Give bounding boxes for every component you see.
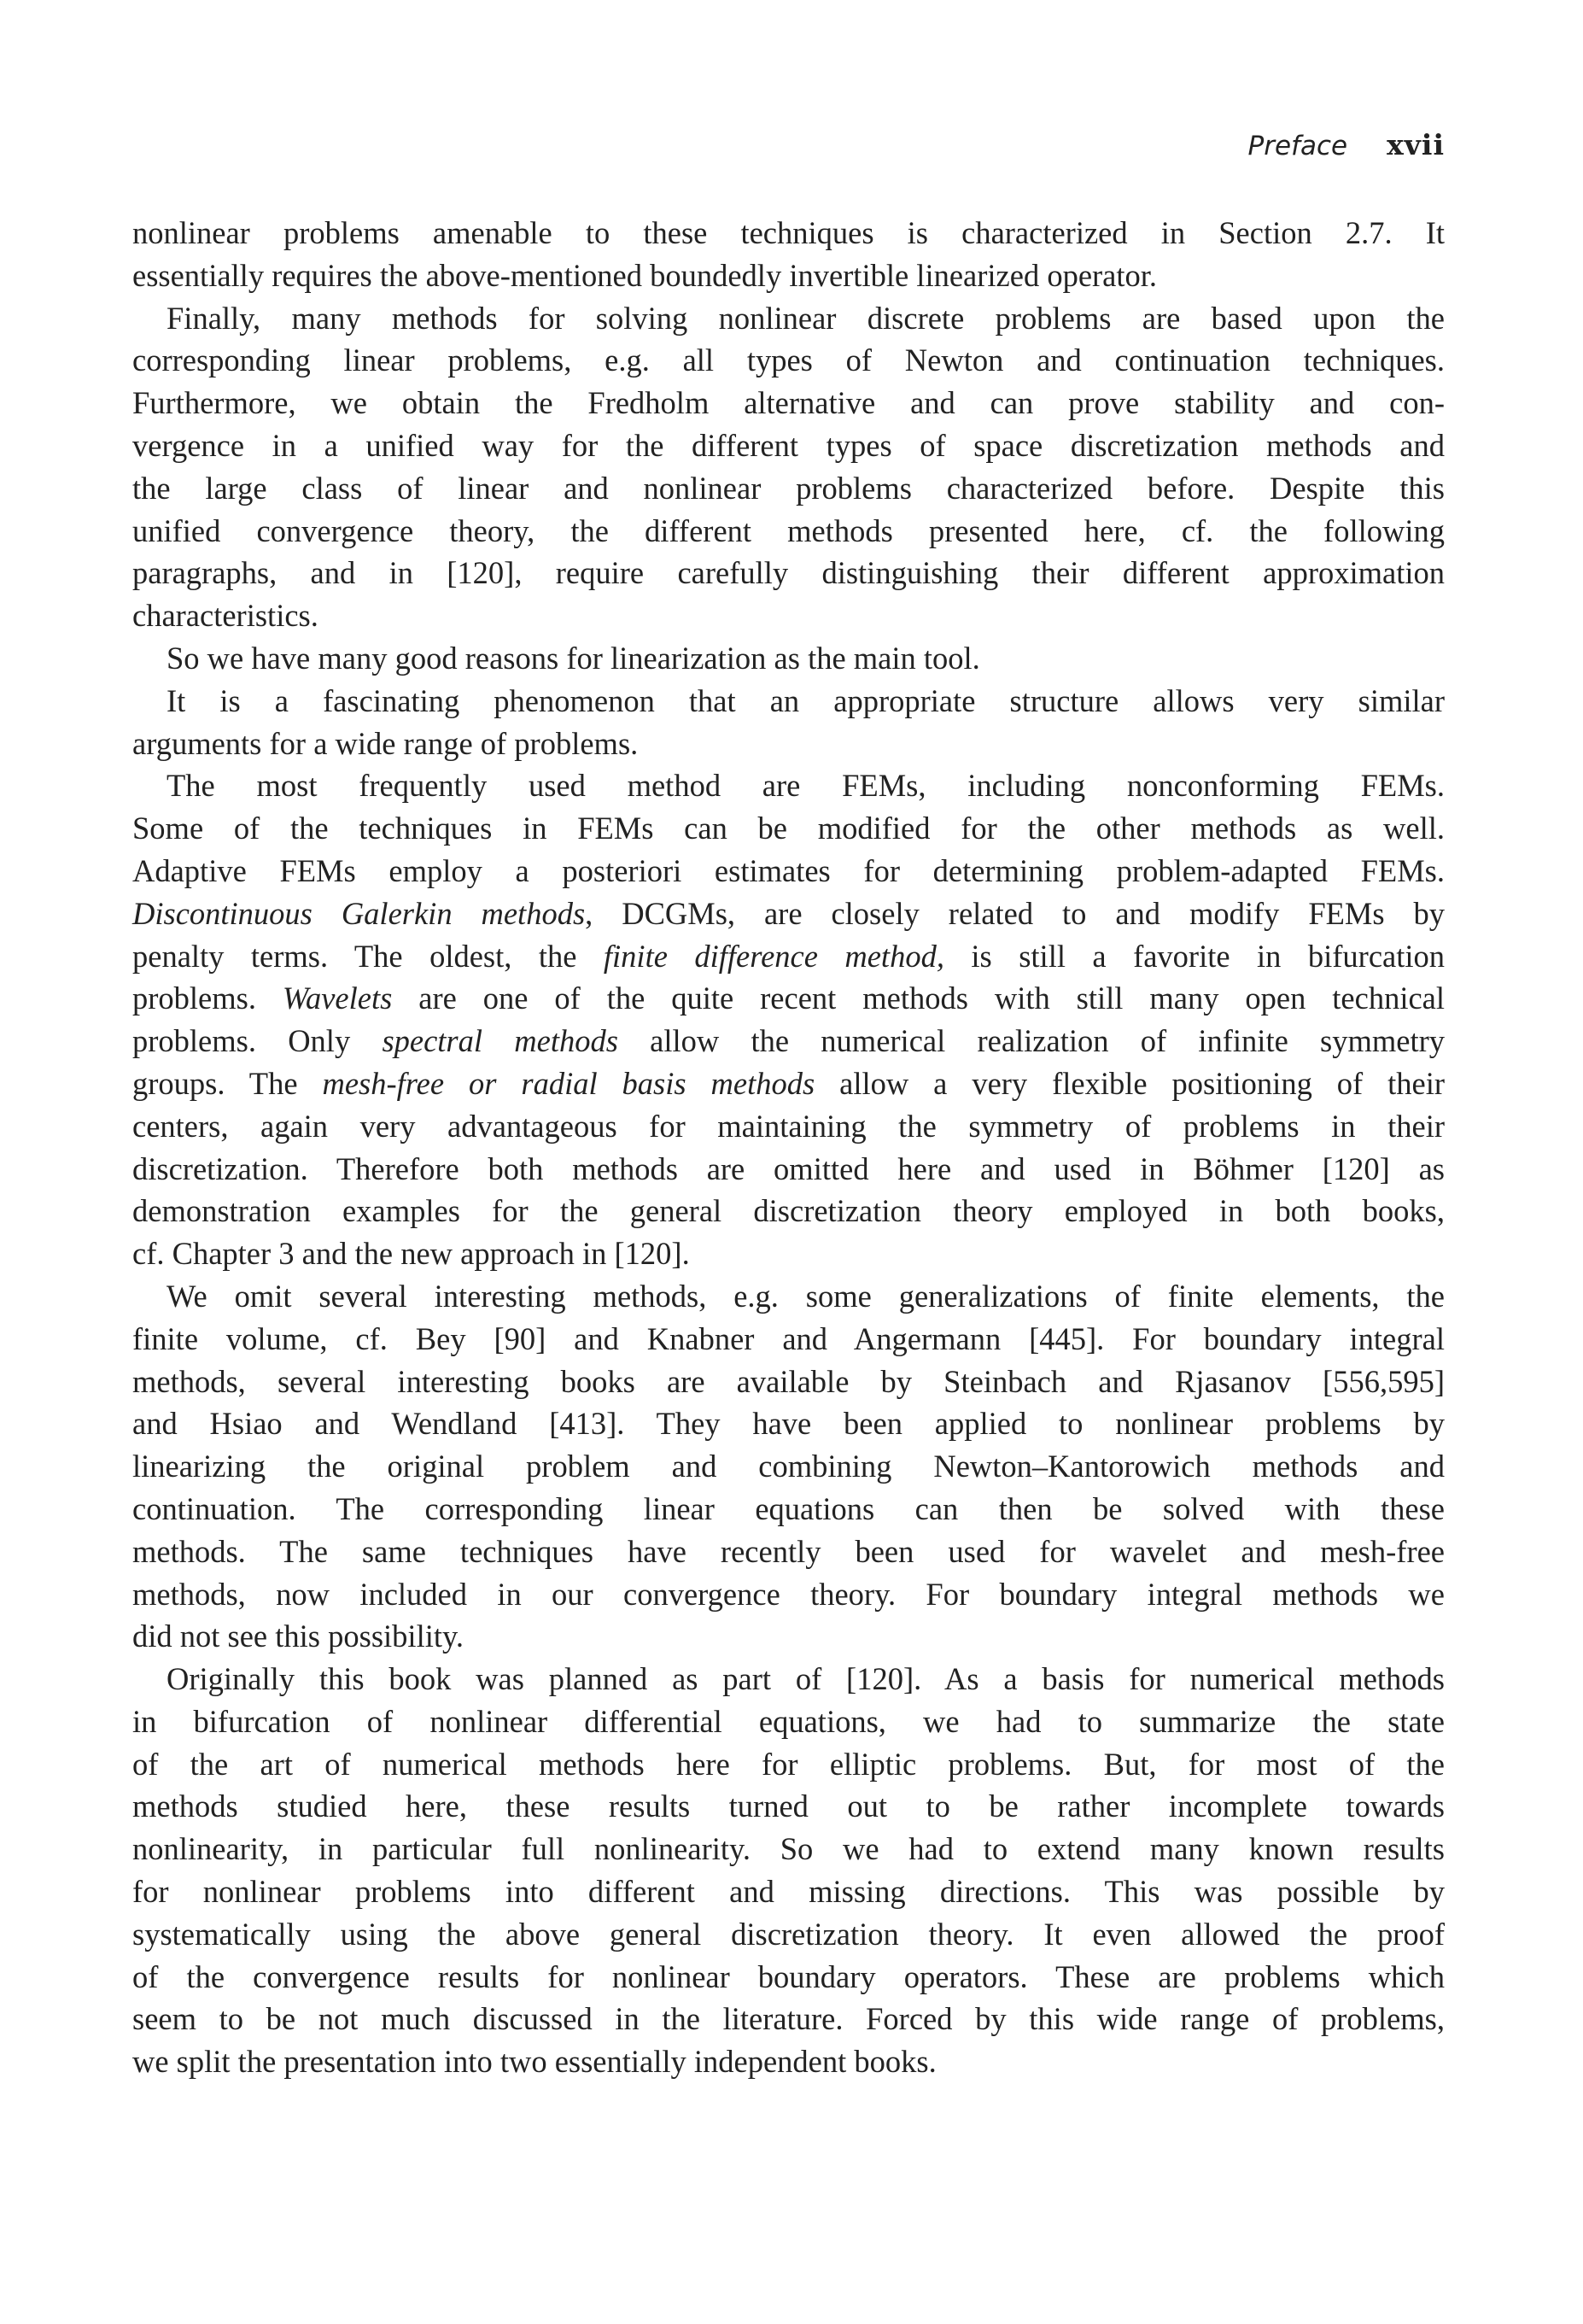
text-run: corresponding linear problems, e.g. all types of Newton and continuation techniques.	[132, 342, 1445, 378]
text-run: allow a very flexible positioning of their	[815, 1065, 1445, 1101]
text-line	[132, 1148, 1445, 1191]
text-line	[132, 1870, 1445, 1913]
text-line	[132, 1743, 1445, 1786]
text-run: unified convergence theory, the different methods presented here, cf. the following	[132, 512, 1445, 548]
text-line	[132, 1658, 1445, 1701]
text-run: of the art of numerical methods here for elliptic problems. But, for most of the	[132, 1746, 1445, 1782]
text-line	[132, 977, 1445, 1020]
text-line	[132, 723, 1445, 765]
text-line	[132, 807, 1445, 850]
text-run: is still a favorite in bifurcation	[943, 938, 1445, 974]
text-line	[132, 850, 1445, 893]
text-line	[132, 1701, 1445, 1743]
text-run: penalty terms. The oldest, the	[132, 938, 604, 974]
text-run: the large class of linear and nonlinear problems characterized before. Despite this	[132, 470, 1445, 506]
text-line	[132, 1232, 1445, 1275]
text-line	[132, 382, 1445, 424]
text-run: , DCGMs, are closely related to and modify FEMs by	[585, 895, 1446, 931]
emphasized-term: spectral methods	[382, 1023, 618, 1059]
text-line	[132, 424, 1445, 467]
text-run: We omit several interesting methods, e.g. some generalizations of finite elements, the	[166, 1278, 1445, 1314]
text-line	[132, 1956, 1445, 1999]
text-line	[132, 1913, 1445, 1956]
text-run: methods studied here, these results turned out to be rather incomplete towards	[132, 1788, 1445, 1824]
text-run: are one of the quite recent methods with still many open technical	[392, 981, 1445, 1016]
text-run: allow the numerical realization of infinite symmetry	[617, 1023, 1445, 1059]
text-line	[132, 1020, 1445, 1062]
text-run: methods. The same techniques have recently been used for wavelet and mesh-free	[132, 1533, 1445, 1569]
paragraph	[132, 680, 1445, 765]
text-run: The most frequently used method are FEMs, including nonconforming FEMs.	[166, 768, 1445, 804]
text-line	[132, 1062, 1445, 1105]
text-line	[132, 297, 1445, 340]
text-run: systematically using the above general discretization theory. It even allowed the proof	[132, 1916, 1445, 1952]
text-run: arguments for a wide range of problems.	[132, 725, 639, 761]
text-run: we split the presentation into two essentially independent books.	[132, 2044, 937, 2080]
text-line	[132, 1105, 1445, 1148]
text-run: linearizing the original problem and combining Newton–Kantorowich methods and	[132, 1449, 1445, 1484]
text-run: So we have many good reasons for linearization as the main tool.	[166, 640, 980, 676]
text-line	[132, 1488, 1445, 1531]
text-line	[132, 1402, 1445, 1445]
text-run: centers, again very advantageous for maintaining the symmetry of problems in their	[132, 1108, 1445, 1144]
text-line	[132, 1318, 1445, 1361]
paragraph	[132, 297, 1445, 637]
text-run: vergence in a unified way for the different types of space discretization methods and	[132, 427, 1445, 463]
running-head	[1248, 128, 1445, 161]
text-run: nonlinearity, in particular full nonlinearity. So we had to extend many known results	[132, 1831, 1445, 1867]
text-run: of the convergence results for nonlinear boundary operators. These are problems which	[132, 1958, 1445, 1994]
text-run: did not see this possibility.	[132, 1619, 464, 1654]
text-line	[132, 1828, 1445, 1870]
text-line	[132, 1445, 1445, 1488]
text-run: cf. Chapter 3 and the new approach in [120].	[132, 1236, 690, 1272]
text-line	[132, 1615, 1445, 1658]
paragraph	[132, 764, 1445, 1275]
text-run: Originally this book was planned as part of [120]. As a basis for numerical methods	[166, 1661, 1445, 1697]
text-line	[132, 893, 1445, 935]
emphasized-term: finite difference method,	[603, 938, 944, 974]
text-line	[132, 1573, 1445, 1616]
text-line	[132, 1998, 1445, 2040]
text-run: seem to be not much discussed in the literature. Forced by this wide range of problems,	[132, 2001, 1445, 2037]
text-line	[132, 552, 1445, 594]
text-run: demonstration examples for the general discretization theory employed in both books,	[132, 1193, 1445, 1229]
text-run: paragraphs, and in [120], require carefully distinguishing their different approximation	[132, 555, 1445, 591]
text-run: Adaptive FEMs employ a posteriori estimates for determining problem-adapted FEMs.	[132, 852, 1445, 888]
text-run: It is a fascinating phenomenon that an appropriate structure allows very similar	[166, 682, 1445, 718]
paragraph	[132, 212, 1445, 297]
paragraph	[132, 1658, 1445, 2083]
text-run: discretization. Therefore both methods are omitted here and used in Böhmer [120] as	[132, 1150, 1445, 1186]
text-line	[132, 339, 1445, 382]
emphasized-term: Wavelets	[282, 981, 393, 1016]
text-run: essentially requires the above-mentioned boundedly invertible linearized operator.	[132, 257, 1158, 293]
text-run: nonlinear problems amenable to these techniques is characterized in Section 2.7. It	[132, 215, 1445, 250]
text-line	[132, 1190, 1445, 1232]
emphasized-term: Discontinuous Galerkin methods	[132, 895, 586, 931]
text-line	[132, 255, 1445, 297]
text-run: characteristics.	[132, 598, 318, 634]
text-run: continuation. The corresponding linear equations can then be solved with these	[132, 1490, 1445, 1526]
text-line	[132, 510, 1445, 553]
text-line	[132, 2040, 1445, 2083]
running-head-title: Preface	[1247, 131, 1348, 161]
text-line	[132, 594, 1445, 637]
text-run: methods, now included in our convergence theory. For boundary integral methods we	[132, 1576, 1445, 1612]
text-line	[132, 637, 1445, 680]
text-run: Finally, many methods for solving nonlinear discrete problems are based upon the	[166, 300, 1445, 336]
text-line	[132, 1785, 1445, 1828]
paragraph	[132, 1275, 1445, 1658]
text-run: and Hsiao and Wendland [413]. They have been applied to nonlinear problems by	[132, 1406, 1445, 1442]
text-line	[132, 935, 1445, 978]
text-run: Furthermore, we obtain the Fredholm alternative and can prove stability and con-	[132, 385, 1445, 421]
text-run: problems.	[132, 981, 283, 1016]
text-run: groups. The	[132, 1065, 323, 1101]
text-run: methods, several interesting books are available by Steinbach and Rjasanov [556,595]	[132, 1363, 1445, 1399]
body-text	[132, 212, 1445, 2083]
text-run: finite volume, cf. Bey [90] and Knabner and Angermann [445]. For boundary integral	[132, 1320, 1445, 1356]
text-line	[132, 467, 1445, 510]
text-line	[132, 764, 1445, 807]
emphasized-term: mesh-free or radial basis methods	[322, 1065, 815, 1101]
text-run: in bifurcation of nonlinear differential equations, we had to summarize the state	[132, 1703, 1445, 1739]
text-line	[132, 212, 1445, 255]
text-line	[132, 1275, 1445, 1318]
text-run: Some of the techniques in FEMs can be modified for the other methods as well.	[132, 811, 1445, 846]
paragraph	[132, 637, 1445, 680]
text-line	[132, 1361, 1445, 1403]
text-line	[132, 1531, 1445, 1573]
text-run: problems. Only	[132, 1023, 383, 1059]
text-line	[132, 680, 1445, 723]
text-run: for nonlinear problems into different and missing directions. This was possible by	[132, 1874, 1445, 1910]
page-number: xvii	[1387, 128, 1445, 161]
